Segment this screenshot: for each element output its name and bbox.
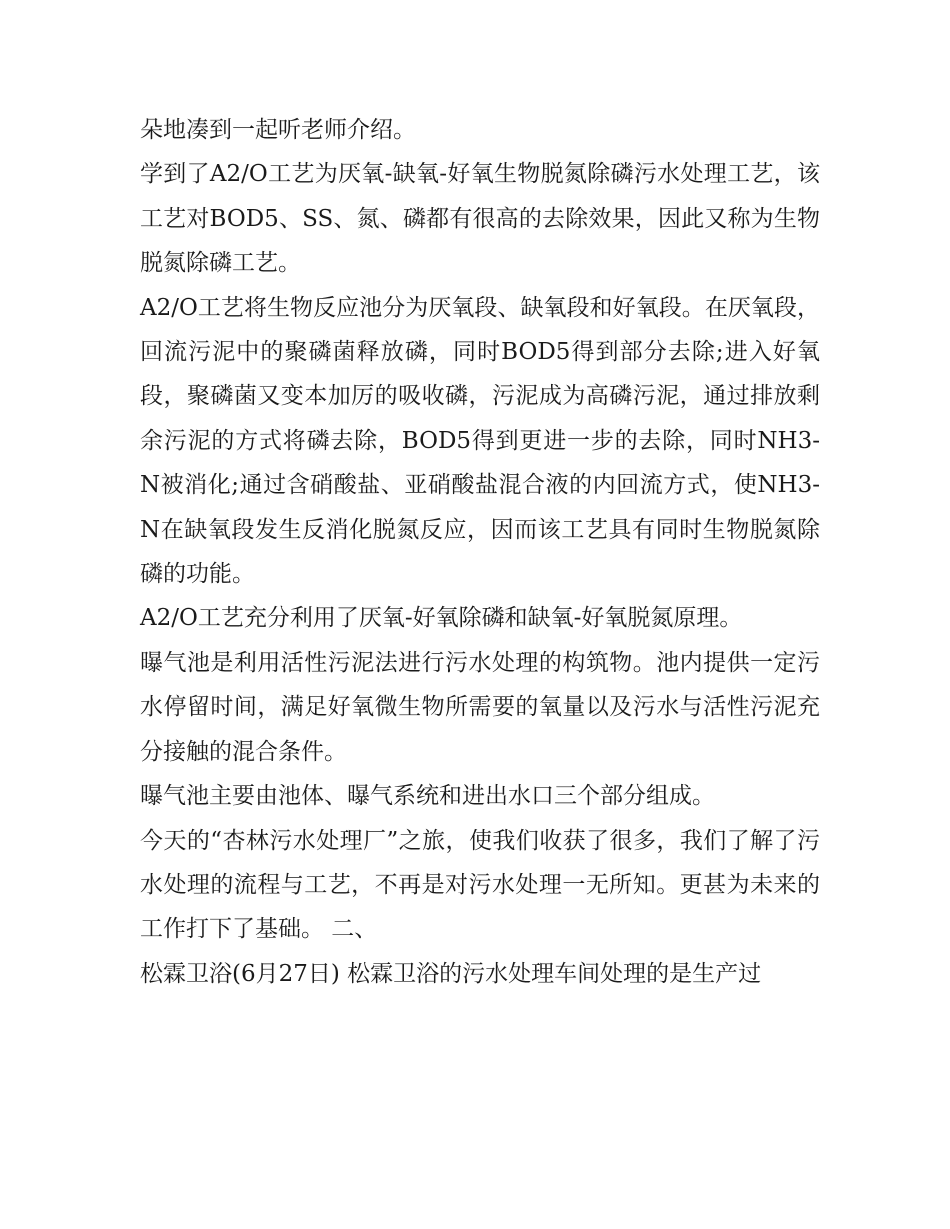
document-page bbox=[140, 108, 820, 996]
paragraph-3: A2/O工艺将生物反应池分为厌氧段、缺氧段和好氧段。在厌氧段，回流污泥中的聚磷菌释放磷，同时BOD5得到部分去除;进入好氧段，聚磷菌又变本加厉的吸收磷，污泥成为高磷污泥，通过排放剩余污泥的方式将磷去除，BOD5得到更进一步的去除，同时NH3-N被消化;通过含硝酸盐、亚硝酸盐混合液的内回流方式，使NH3-N在缺氧段发生反消化脱氮反应，因而该工艺具有同时生物脱氮除磷的功能。 bbox=[140, 294, 820, 588]
paragraph-7: 今天的“杏林污水处理厂”之旅，使我们收获了很多，我们了解了污水处理的流程与工艺，不再是对污水处理一无所知。更甚为未来的工作打下了基础。 二、 bbox=[140, 827, 820, 943]
paragraph-2: 学到了A2/O工艺为厌氧-缺氧-好氧生物脱氮除磷污水处理工艺，该工艺对BOD5、SS、氮、磷都有很高的去除效果，因此又称为生物脱氮除磷工艺。 bbox=[140, 161, 820, 277]
paragraph-4: A2/O工艺充分利用了厌氧-好氧除磷和缺氧-好氧脱氮原理。 bbox=[140, 605, 743, 632]
paragraph-6: 曝气池主要由池体、曝气系统和进出水口三个部分组成。 bbox=[140, 783, 715, 810]
paragraph-1: 朵地凑到一起听老师介绍。 bbox=[140, 117, 416, 143]
paragraph-5: 曝气池是利用活性污泥法进行污水处理的构筑物。池内提供一定污水停留时间，满足好氧微生物所需要的氧量以及污水与活性污泥充分接触的混合条件。 bbox=[140, 649, 820, 765]
paragraph-8: 松霖卫浴(6月27日) 松霖卫浴的污水处理车间处理的是生产过 bbox=[140, 960, 762, 987]
